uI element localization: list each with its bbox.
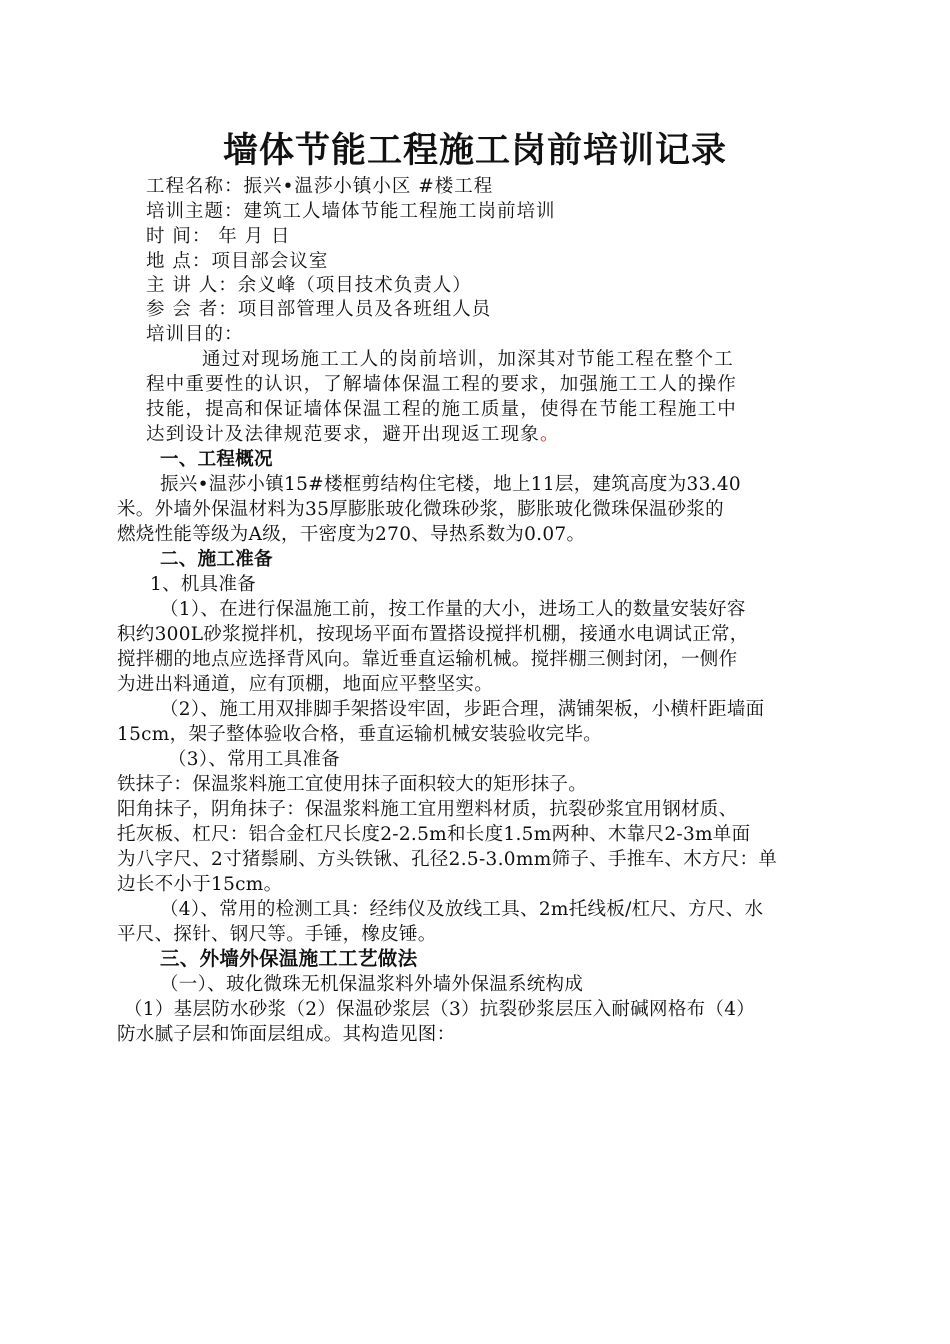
body-line: （1）、在进行保温施工前，按工作量的大小，进场工人的数量安装好容 (160, 599, 746, 620)
body-line: 搅拌棚的地点应选择背风向。靠近垂直运输机械。搅拌棚三侧封闭，一侧作 (117, 649, 738, 670)
body-line: （4）、常用的检测工具：经纬仪及放线工具、2m托线板/杠尺、方尺、水 (160, 899, 764, 920)
body-line: 积约300L砂浆搅拌机，按现场平面布置搭设搅拌机棚，接通水电调试正常， (117, 624, 749, 645)
meta-training-topic: 培训主题：建筑工人墙体节能工程施工岗前培训 (146, 201, 556, 222)
body-line: 为进出料通道，应有顶棚，地面应平整坚实。 (117, 674, 494, 695)
meta-attendees: 参 会 者：项目部管理人员及各班组人员 (146, 299, 492, 320)
body-line: 铁抹子：保温浆料施工宜使用抹子面积较大的矩形抹子。 (117, 774, 588, 795)
body-line: 边长不小于15cm。 (117, 874, 283, 895)
body-line: 米。外墙外保温材料为35厚膨胀玻化微珠砂浆，膨胀玻化微珠保温砂浆的 (117, 499, 724, 520)
section-heading: 一、工程概况 (160, 449, 273, 470)
subsection-heading: 1、机具准备 (150, 574, 257, 595)
body-line: 防水腻子层和饰面层组成。其构造见图： (117, 1024, 456, 1045)
meta-project-name: 工程名称：振兴•温莎小镇小区 #楼工程 (146, 176, 494, 197)
meta-location: 地 点：项目部会议室 (146, 251, 329, 272)
section-heading: 二、施工准备 (160, 549, 273, 570)
meta-time: 时 间： 年 月 日 (146, 226, 291, 247)
purpose-line-end: 。 (540, 424, 560, 445)
body-line: 15cm，架子整体验收合格，垂直运输机械安装验收完毕。 (117, 724, 603, 745)
body-line: 阳角抹子，阴角抹子：保温浆料施工宜用塑料材质，抗裂砂浆宜用钢材质、 (117, 799, 738, 820)
purpose-line: 技能，提高和保证墙体保温工程的施工质量，使得在节能工程施工中 (146, 399, 738, 420)
meta-speaker: 主 讲 人：余义峰（项目技术负责人） (146, 275, 472, 296)
body-line: （1）基层防水砂浆（2）保温砂浆层（3）抗裂砂浆层压入耐碱网格布（4） (124, 999, 756, 1020)
body-line: （3）、常用工具准备 (168, 749, 341, 770)
body-line: （2）、施工用双排脚手架搭设牢固，步距合理，满铺架板，小横杆距墙面 (160, 699, 765, 720)
purpose-line: 程中重要性的认识，了解墙体保温工程的要求，加强施工工人的操作 (146, 374, 738, 395)
purpose-line (146, 423, 560, 447)
body-line: 为八字尺、2寸猪鬃刷、方头铁锹、孔径2.5-3.0mm筛子、手推车、木方尺：单 (117, 849, 778, 870)
purpose-line: 通过对现场施工工人的岗前培训，加深其对节能工程在整个工 (202, 349, 734, 370)
body-line: 振兴•温莎小镇15#楼框剪结构住宅楼，地上11层，建筑高度为33.40 (160, 474, 741, 495)
meta-purpose-label: 培训目的： (146, 324, 244, 345)
body-line: 平尺、探针、钢尺等。手锤，橡皮锤。 (117, 924, 437, 945)
body-line: 燃烧性能等级为A级，干密度为270、导热系数为0.07。 (117, 524, 586, 545)
body-line: 托灰板、杠尺：铝合金杠尺长度2-2.5m和长度1.5m两种、木靠尺2-3m单面 (117, 824, 751, 845)
subsection-heading: （一）、玻化微珠无机保温浆料外墙外保温系统构成 (160, 974, 584, 995)
document-title: 墙体节能工程施工岗前培训记录 (222, 131, 727, 171)
section-heading: 三、外墙外保温施工工艺做法 (160, 947, 418, 970)
purpose-line-text: 达到设计及法律规范要求，避开出现返工现象 (146, 424, 541, 445)
